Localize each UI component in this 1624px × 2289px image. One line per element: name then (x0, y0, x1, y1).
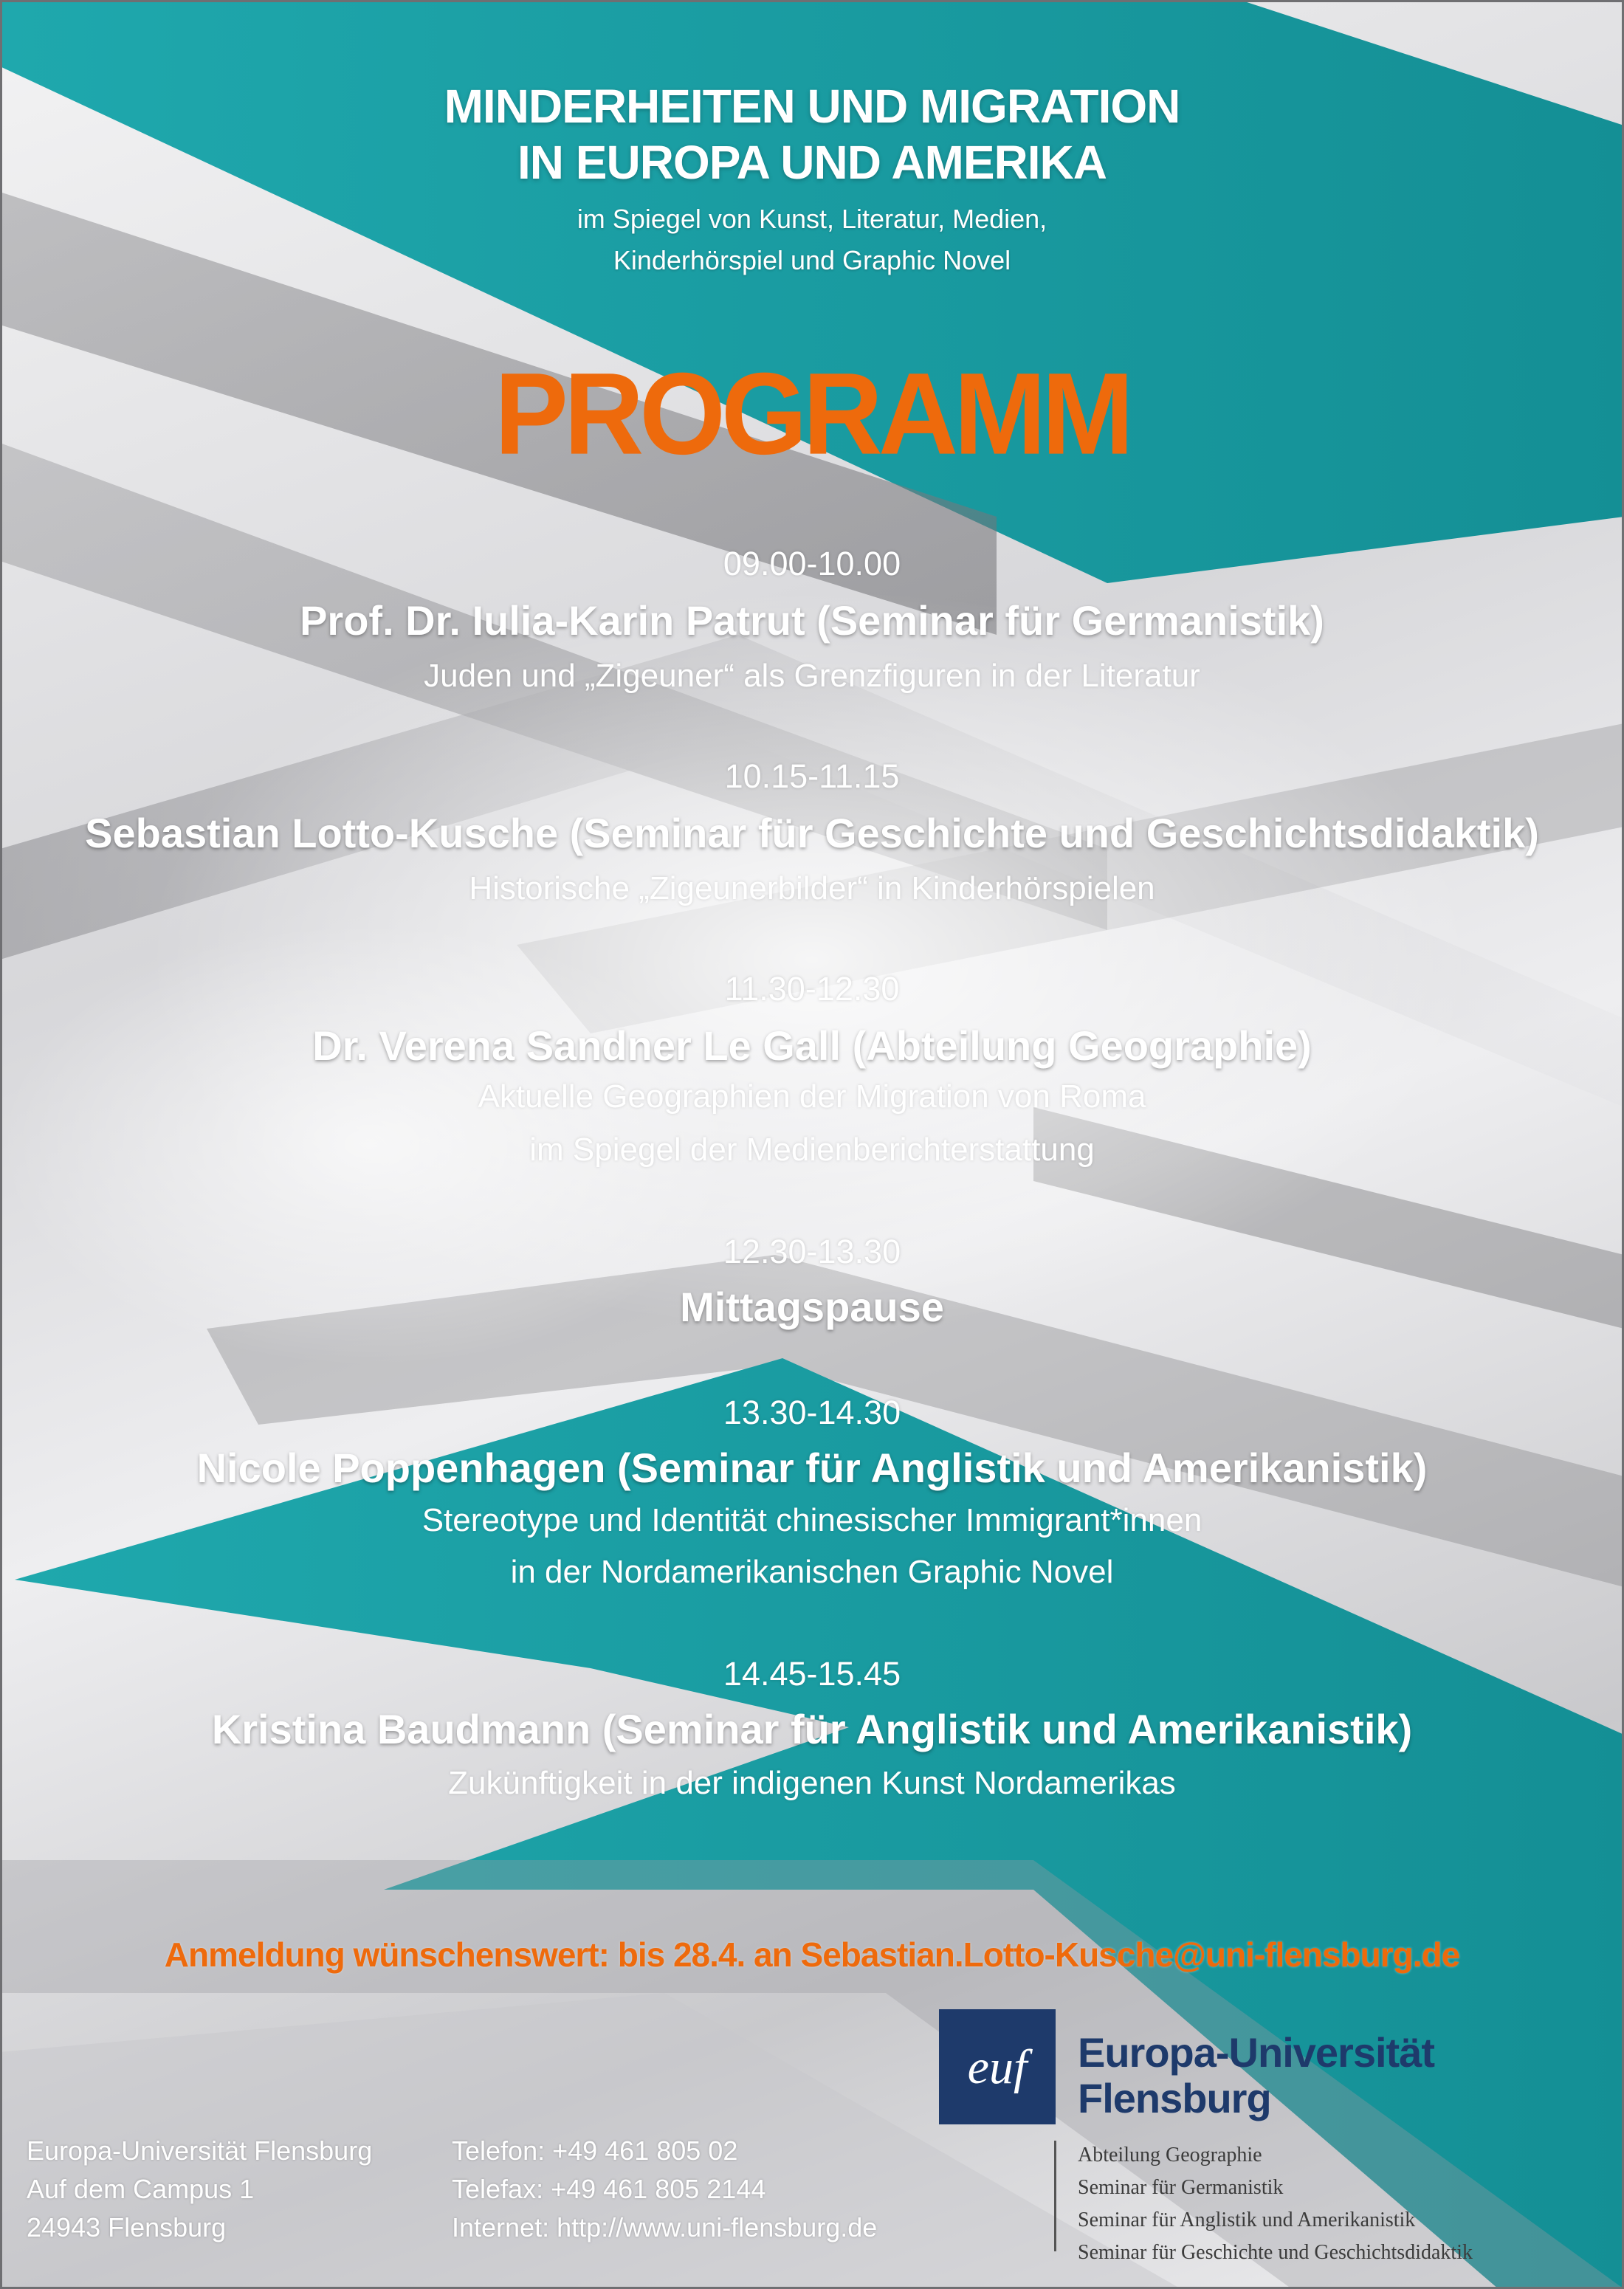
event-subtitle-line-1: im Spiegel von Kunst, Literatur, Medien, (577, 204, 1047, 234)
session-time: 11.30-12.30 (724, 970, 900, 1008)
contact-details (452, 2132, 877, 2247)
session-talk-title: Historische „Zigeunerbilder“ in Kinderhörspielen (469, 870, 1155, 906)
session-speaker: Kristina Baudmann (Seminar für Anglistik und Amerikanistik) (211, 1706, 1413, 1752)
session-time: 10.15-11.15 (724, 757, 900, 795)
event-title-line-1: MINDERHEITEN UND MIGRATION (444, 80, 1180, 133)
session-talk-title: Stereotype und Identität chinesischer Immigrant*innen (422, 1502, 1202, 1538)
department-item: Seminar für Geschichte und Geschichtsdidaktik (1078, 2241, 1473, 2264)
lunch-break: Mittagspause (680, 1284, 944, 1330)
session-time: 09.00-10.00 (723, 545, 901, 582)
logo-mark-text: euf (967, 2040, 1028, 2094)
department-item: Abteilung Geographie (1078, 2144, 1262, 2166)
session-speaker: Dr. Verena Sandner Le Gall (Abteilung Geographie) (312, 1022, 1312, 1069)
university-logo-mark (939, 2009, 1056, 2124)
phone-number: Telefon: +49 461 805 02 (452, 2135, 738, 2166)
logo-name-line-2: Flensburg (1078, 2075, 1271, 2121)
session-speaker: Sebastian Lotto-Kusche (Seminar für Geschichte und Geschichtsdidaktik) (85, 810, 1539, 856)
session-time: 13.30-14.30 (723, 1394, 901, 1431)
fax-number: Telefax: +49 461 805 2144 (452, 2174, 766, 2204)
logo-divider (1054, 2141, 1056, 2251)
session-talk-title: Aktuelle Geographien der Migration von Roma (478, 1078, 1146, 1115)
session-talk-title-line-2: im Spiegel der Medienberichterstattung (529, 1132, 1095, 1168)
session-talk-title: Juden und „Zigeuner“ als Grenzfiguren in der Literatur (424, 658, 1200, 694)
session-talk-title-line-2: in der Nordamerikanischen Graphic Novel (510, 1554, 1114, 1590)
session-time: 14.45-15.45 (723, 1655, 901, 1693)
program-heading: PROGRAMM (494, 348, 1130, 479)
department-item: Seminar für Anglistik und Amerikanistik (1078, 2209, 1416, 2231)
registration-note: Anmeldung wünschenswert: bis 28.4. an Sebastian.Lotto-Kusche@uni-flensburg.de (164, 1935, 1460, 1974)
logo-name-line-1: Europa-Universität (1078, 2029, 1434, 2076)
session-speaker: Nicole Poppenhagen (Seminar für Anglistik und Amerikanistik) (196, 1445, 1428, 1491)
postal-address (27, 2132, 372, 2247)
session-talk-title: Zukünftigkeit in der indigenen Kunst Nordamerikas (448, 1765, 1176, 1801)
address-line: Europa-Universität Flensburg (27, 2135, 373, 2166)
department-item: Seminar für Germanistik (1078, 2176, 1284, 2199)
session-speaker: Prof. Dr. Iulia-Karin Patrut (Seminar für Germanistik) (300, 597, 1324, 644)
department-list (1078, 2139, 1473, 2269)
address-line: 24943 Flensburg (27, 2212, 227, 2242)
session-time: 12.30-13.30 (723, 1233, 901, 1270)
address-line: Auf dem Campus 1 (27, 2174, 255, 2204)
event-subtitle-line-2: Kinderhörspiel und Graphic Novel (613, 245, 1011, 275)
website-link[interactable]: Internet: http://www.uni-flensburg.de (452, 2212, 878, 2242)
event-title-line-2: IN EUROPA UND AMERIKA (517, 136, 1107, 189)
university-logo-name (1078, 2030, 1434, 2121)
